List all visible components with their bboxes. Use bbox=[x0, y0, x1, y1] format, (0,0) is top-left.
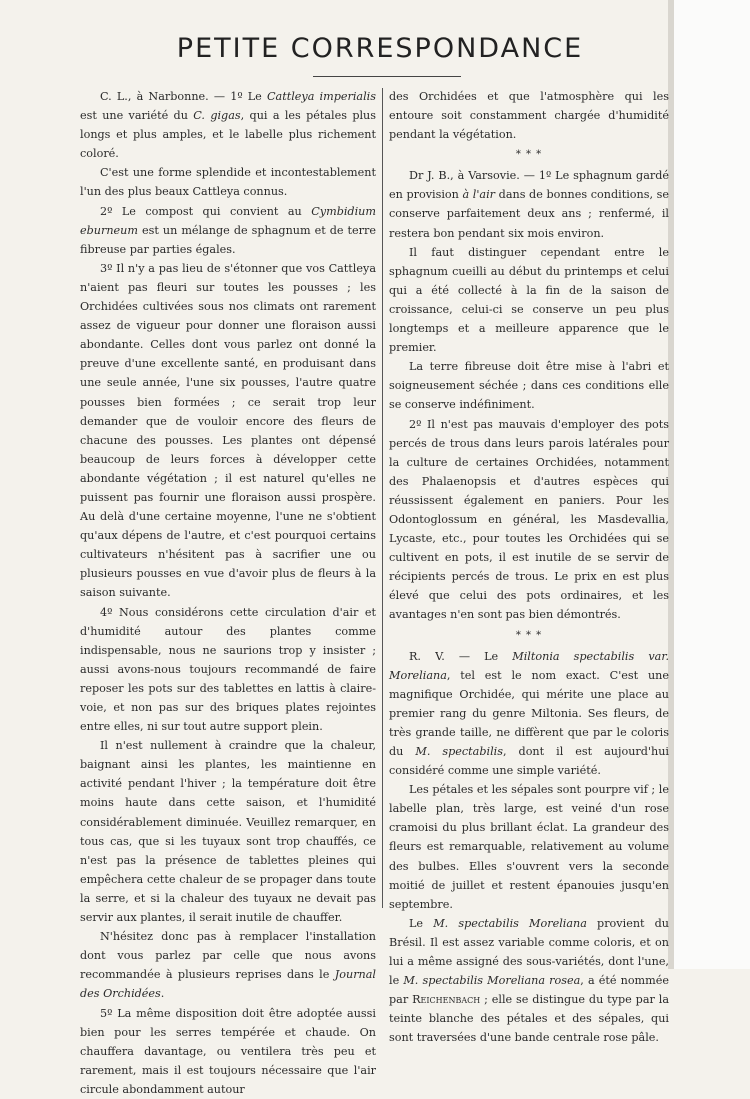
paragraph: 3º Il n'y a pas lieu de s'étonner que vos Cattleya n'aient pas fleuri sur toutes les pousses ; les Orchidées cultivées sous nos climats ont rarement assez de vigueur pour donner une floraison aussi abondante. Celles dont vous parlez ont donné la preuve d'une excellente santé, en produisant dans une seule année, l'une six pousses, l'autre quatre pousses bien formées ; ce serait trop leur demander que de vouloir encore des fleurs de chacune des pousses. Les plantes ont dépensé beaucoup de leurs forces à développer cette abondante végétation ; il est naturel qu'elles ne puissent pas fournir une floraison aussi prospère. Au delà d'une certaine moyenne, l'une ne s'obtient qu'aux dépens de l'autre, et c'est pourquoi certains cultivateurs n'hésitent pas à sacrifier une ou plusieurs pousses en vue d'avoir plus de fleurs à la saison suivante. bbox=[80, 261, 376, 600]
paragraph-narbonne: C. L., à Narbonne. — 1º Le Cattleya imperialis est une variété du C. gigas, qui a les pétales plus longs et plus amples, et le labelle plus richement coloré. bbox=[80, 90, 377, 161]
paragraph: 2º Le compost qui convient au Cymbidium eburneum est un mélange de sphagnum et de terre fibreuse par parties égales. bbox=[80, 204, 376, 256]
paragraph: 4º Nous considérons cette circulation d'air et d'humidité autour des plantes comme indispensable, nous ne saurions trop y insister ; aussi avons-nous toujours recommandé de faire reposer les pots sur des tablettes en lattis à claire-voie, et non pas sur des briques plates rejointes entre elles, ni sur tout autre support plein. bbox=[80, 605, 376, 734]
section-separator: * * * bbox=[515, 149, 543, 161]
paragraph: Le M. spectabilis Moreliana provient du Brésil. Il est assez variable comme coloris, et on lui a même assigné des sous-variétés, dont l'une, le M. spectabilis Moreliana rosea, a été nommée par Reichenbach ; elle se distingue du type par la teinte blanche des pétales et des sépales, qui sont traversées d'une bande centrale rose pâle. bbox=[389, 916, 670, 1045]
page-title: PETITE CORRESPONDANCE bbox=[176, 33, 584, 64]
paragraph: Il faut distinguer cependant entre le sphagnum cueilli au début du printemps et celui qui a été collecté à la fin de la saison de croissance, celui-ci se conserve un peu plus longtemps et a meilleure apparence que le premier. bbox=[389, 245, 669, 355]
column-divider bbox=[382, 88, 383, 908]
paragraph-rv: R. V. — Le Miltonia spectabilis var. Moreliana, tel est le nom exact. C'est une magnifique Orchidée, qui mérite une place au premier rang du genre Miltonia. Ses fleurs, de très grande taille, ne diffèrent que par le coloris du M. spectabilis, dont il est aujourd'hui considéré comme une simple variété. bbox=[389, 649, 669, 778]
title-rule bbox=[313, 76, 461, 77]
paragraph: Il n'est nullement à craindre que la chaleur, baignant ainsi les plantes, les maintienne en activité pendant l'hiver ; la température doit être moins haute dans cette saison, et l'humidité considérablement diminuée. Veuillez remarquer, en tous cas, que si les tuyaux sont trop chauffés, ce n'est pas la présence de tablettes pleines qui empêchera cette chaleur de se propager dans toute la serre, et si la chaleur des tuyaux ne devait pas servir aux plantes, il serait inutile de chauffer. bbox=[80, 739, 376, 925]
left-column bbox=[80, 87, 376, 1099]
paragraph: Les pétales et les sépales sont pourpre vif ; le labelle plan, très large, est veiné d'un rose cramoisi du plus brillant éclat. La grandeur des fleurs est remarquable, relativement au volume des bulbes. Elles s'ouvrent vers la seconde moitié de juillet et restent épanouies jusqu'en septembre. bbox=[389, 783, 669, 911]
paragraph: des Orchidées et que l'atmosphère qui les entoure soit constamment chargée d'humidité pendant la végétation. bbox=[389, 90, 669, 142]
paragraph: N'hésitez donc pas à remplacer l'installation dont vous parlez par celle que nous avons recommandée à plusieurs reprises dans le Journal des Orchidées. bbox=[80, 930, 376, 1001]
right-column bbox=[389, 87, 669, 1048]
paragraph-varsovie: Dr J. B., à Varsovie. — 1º Le sphagnum gardé en provision à l'air dans de bonnes conditions, se conserve parfaitement deux ans ; renfermé, il restera bon pendant six mois environ. bbox=[389, 169, 669, 240]
section-separator: * * * bbox=[515, 629, 543, 641]
paragraph: 5º La même disposition doit être adoptée aussi bien pour les serres tempérée et chaude. On chauffera davantage, ou ventilera très peu et rarement, mais il est toujours nécessaire que l'air circule abondamment autour bbox=[80, 1006, 376, 1096]
page-margin bbox=[674, 0, 750, 969]
paragraph: 2º Il n'est pas mauvais d'employer des pots percés de trous dans leurs parois latérales pour la culture de certaines Orchidées, notamment des Phalaenopsis et d'autres espèces qui réussissent également en paniers. Pour les Odontoglossum en général, les Masdevallia, Lycaste, etc., pour toutes les Orchidées qui se cultivent en pots, il est inutile de se servir de récipients percés de trous. Le prix en est plus élevé que celui des pots ordinaires, et les avantages n'en sont pas bien démontrés. bbox=[389, 417, 669, 622]
paragraph: C'est une forme splendide et incontestablement l'un des plus beaux Cattleya connus. bbox=[80, 166, 376, 199]
paragraph: La terre fibreuse doit être mise à l'abri et soigneusement séchée ; dans ces conditions elle se conserve indéfiniment. bbox=[389, 360, 669, 412]
